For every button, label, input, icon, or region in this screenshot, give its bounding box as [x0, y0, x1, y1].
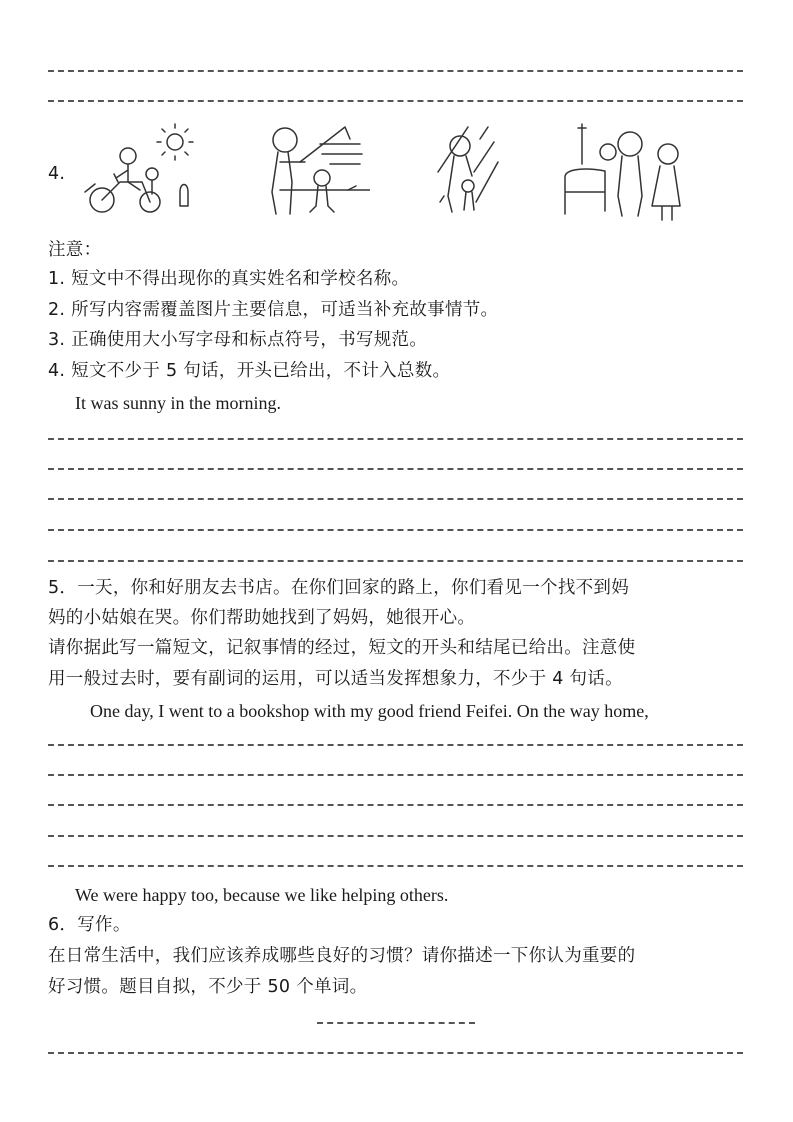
q5-prompt: 5．一天，你和好朋友去书店。在你们回家的路上，你们看见一个找不到妈 — [48, 578, 630, 598]
q5-ending-sentence: We were happy too, because we like helping others. — [75, 885, 449, 905]
answer-line[interactable] — [48, 774, 743, 776]
note-item: 4. 短文不少于 5 句话，开头已给出，不计入总数。 — [48, 361, 451, 381]
answer-line[interactable] — [48, 865, 743, 867]
picture-walking-in-rain — [428, 122, 508, 222]
q6-prompt: 在日常生活中，我们应该养成哪些良好的习惯？请你描述一下你认为重要的 — [48, 946, 636, 966]
q5-instruction: 用一般过去时，要有副词的运用，可以适当发挥想象力，不少于 4 句话。 — [48, 669, 623, 689]
q5-instruction: 请你据此写一篇短文，记叙事情的经过，短文的开头和结尾已给出。注意使 — [48, 638, 636, 658]
note-item: 2. 所写内容需覆盖图片主要信息，可适当补充故事情节。 — [48, 300, 499, 320]
q5-prompt: 妈的小姑娘在哭。你们帮助她找到了妈妈，她很开心。 — [48, 608, 476, 628]
notice-title: 注意： — [48, 240, 102, 260]
q4-opening-sentence: It was sunny in the morning. — [75, 393, 281, 413]
question-4-number: 4. — [48, 164, 66, 184]
q5-opening-sentence: One day, I went to a bookshop with my good friend Feifei. On the way home, — [90, 701, 649, 721]
q6-prompt: 好习惯。题目自拟，不少于 50 个单词。 — [48, 977, 368, 997]
picture-fishing-with-child — [260, 122, 370, 222]
note-item: 1. 短文中不得出现你的真实姓名和学校名称。 — [48, 269, 410, 289]
answer-line[interactable] — [48, 744, 743, 746]
picture-riding-bike-sunny — [80, 122, 195, 222]
note-item: 3. 正确使用大小写字母和标点符号，书写规范。 — [48, 330, 428, 350]
answer-line[interactable] — [48, 498, 743, 500]
answer-line[interactable] — [48, 560, 743, 562]
answer-line[interactable] — [48, 529, 743, 531]
answer-line[interactable] — [48, 1052, 743, 1054]
q6-title: 6．写作。 — [48, 915, 131, 935]
answer-line[interactable] — [48, 100, 743, 102]
title-line[interactable] — [317, 1022, 475, 1024]
answer-line[interactable] — [48, 70, 743, 72]
answer-line[interactable] — [48, 804, 743, 806]
answer-line[interactable] — [48, 438, 743, 440]
answer-line[interactable] — [48, 468, 743, 470]
picture-hospital-visit — [560, 122, 695, 222]
answer-line[interactable] — [48, 835, 743, 837]
